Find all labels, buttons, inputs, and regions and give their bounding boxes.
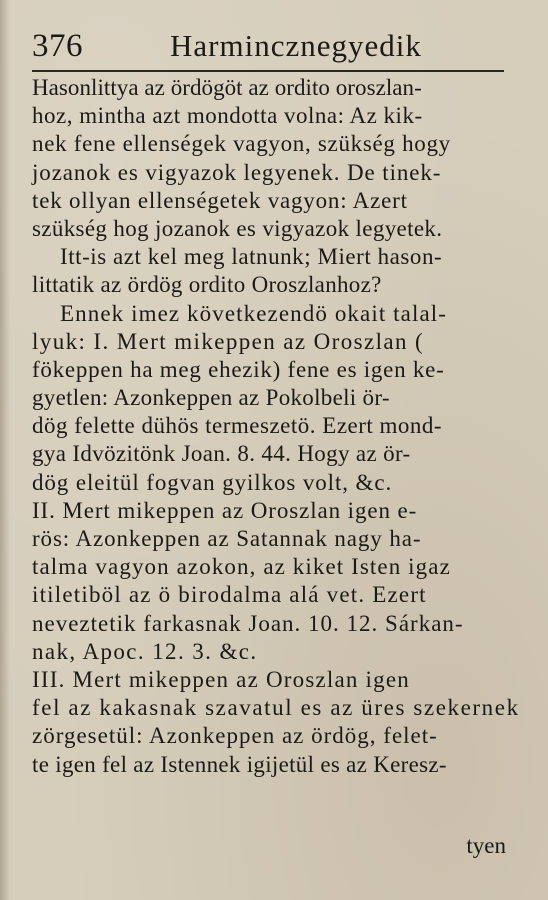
text-line: talma vagyon azokon, az kiket Isten igaz [32,554,451,580]
body-text [32,74,520,779]
page-number: 376 [32,28,83,64]
text-line: dög felette dühös termeszetö. Ezert mond- [32,413,443,439]
text-line: lyuk: I. Mert mikeppen az Oroszlan ( [32,328,425,354]
text-line: nek fene ellenségek vagyon, szükség hogy [32,131,451,157]
text-line: gya Idvözitönk Joan. 8. 44. Hogy az ör- [32,441,411,467]
text-line: dög eleitül fogvan gyilkos volt, &c. [32,469,393,495]
text-line: zörgesetül: Azonkeppen az ördög, felet- [32,723,438,749]
text-line: itiletiböl az ö birodalma alá vet. Ezert [32,582,427,608]
header-rule [32,70,504,72]
text-line: Hasonlittya az ördögöt az ordito oroszlan- [32,75,422,100]
text-line: neveztetik farkasnak Joan. 10. 12. Sárkan- [32,610,464,636]
text-line: szükség hog jozanok es vigyazok legyetek. [32,215,443,241]
text-line: II. Mert mikeppen az Oroszlan igen e- [32,497,418,523]
text-line: te igen fel az Istennek igijetül es az Keresz- [32,751,447,777]
text-line: Itt-is azt kel meg latnunk; Miert hason- [60,244,443,270]
text-line: jozanok es vigyazok legyenek. De tinek- [32,159,442,185]
text-line: rös: Azonkeppen az Satannak nagy ha- [32,526,422,551]
text-line: tek ollyan ellenségetek vagyon: Azert [32,187,408,213]
text-line: III. Mert mikeppen az Oroszlan igen [32,666,410,692]
text-line: fel az kakasnak szavatul es az üres szekernek [32,695,520,721]
page-shadow-edge [0,0,10,900]
text-line: fökeppen ha meg ehezik) fene es igen ke- [32,356,445,382]
text-line: gyetlen: Azonkeppen az Pokolbeli ör- [32,385,390,411]
text-line: hoz, mintha azt mondotta volna: Az kik- [32,103,423,129]
text-line: nak, Apoc. 12. 3. &c. [32,638,258,664]
text-line: littatik az ördög ordito Oroszlanhoz? [32,272,382,298]
text-line: Ennek imez következendö okait talal- [60,300,448,326]
running-title: Harmincznegyedik [170,28,422,63]
catchword: tyen [466,833,506,858]
